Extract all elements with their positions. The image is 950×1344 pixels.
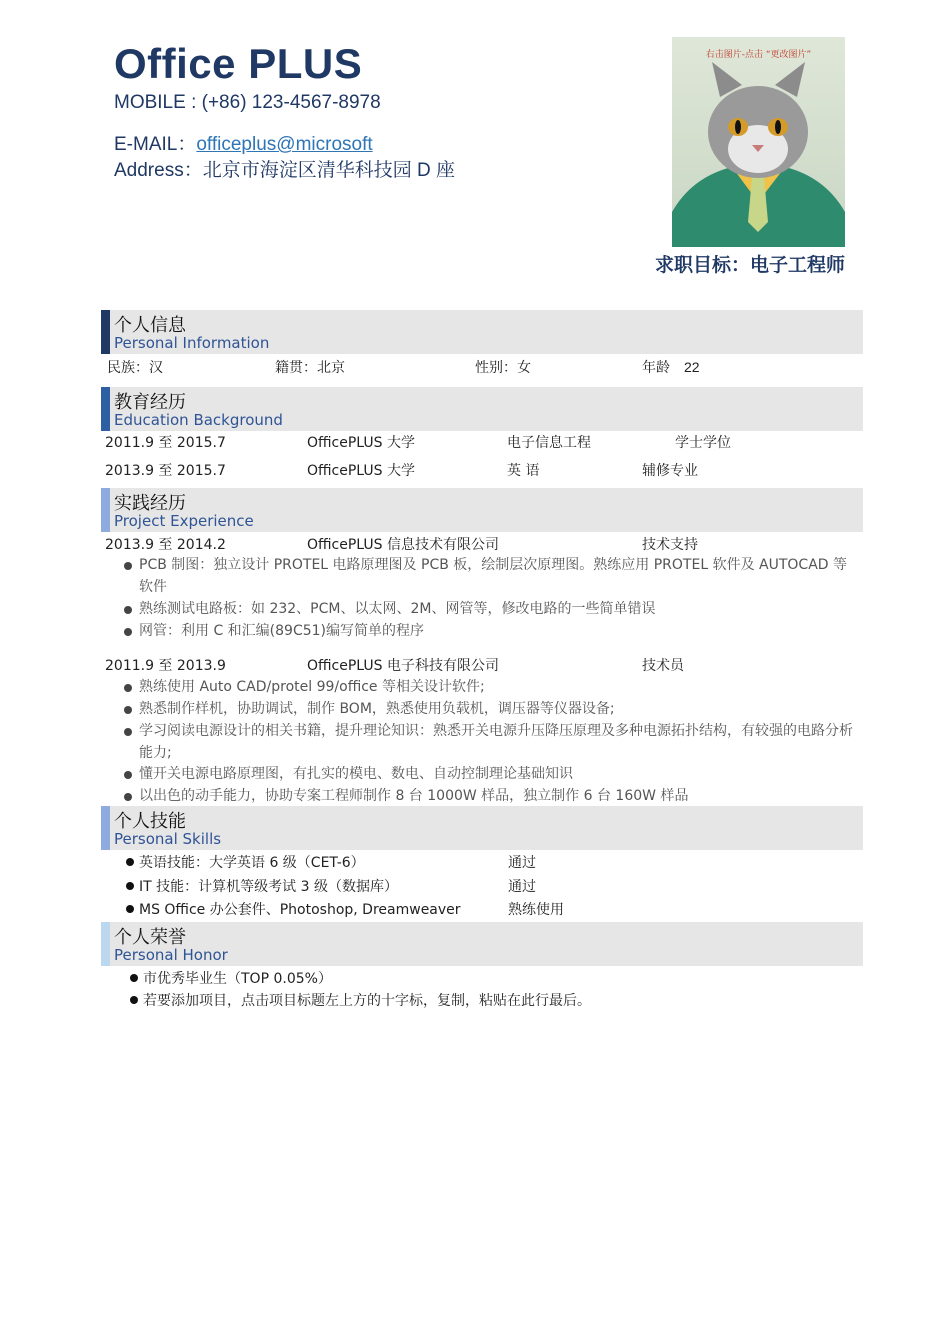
bullet-icon	[124, 728, 132, 736]
section-bar	[101, 806, 110, 850]
skill-level: 熟练使用	[508, 902, 564, 918]
skill-row	[124, 852, 864, 874]
section-title-zh: 教育经历	[114, 392, 186, 413]
section-bar	[101, 387, 110, 431]
job-company: OfficePLUS 电子科技有限公司	[307, 658, 499, 674]
list-item	[124, 676, 864, 698]
section-title-en: Personal Information	[114, 334, 270, 352]
honor-item	[128, 968, 868, 990]
list-item	[124, 598, 864, 620]
age-label: 年龄	[642, 360, 670, 376]
section-title-en: Personal Skills	[114, 830, 222, 848]
section-personal-info	[101, 310, 863, 354]
personal-info-row	[105, 357, 865, 379]
edu-period: 2011.9 至 2015.7	[105, 435, 226, 451]
age-value: 22	[684, 359, 700, 375]
edu-school: OfficePLUS 大学	[307, 435, 415, 451]
job-goal: 求职目标：电子工程师	[654, 254, 845, 276]
resume-name: Office PLUS	[114, 40, 363, 87]
section-title-en: Personal Honor	[114, 946, 228, 964]
job-item: 熟练测试电路板：如 232、PCM、以太网、2M、网管等，修改电路的一些简单错误	[139, 601, 656, 617]
list-item	[124, 763, 864, 785]
gender: 性别：女	[475, 360, 531, 376]
skill-level: 通过	[508, 855, 536, 871]
list-item	[124, 698, 864, 720]
job-header	[105, 534, 865, 556]
profile-photo[interactable]	[672, 37, 845, 247]
job-role: 技术员	[642, 658, 684, 674]
section-title-zh: 个人技能	[114, 811, 186, 832]
section-honors	[101, 922, 863, 966]
bullet-icon	[126, 858, 134, 866]
job-item: 网管：利用 C 和汇编(89C51)编写简单的程序	[139, 623, 425, 639]
section-title-zh: 个人荣誉	[114, 927, 186, 948]
section-experience	[101, 488, 863, 532]
section-title-en: Project Experience	[114, 512, 254, 530]
cat-portrait-icon	[672, 37, 845, 247]
email-line	[114, 129, 373, 156]
bullet-icon	[130, 974, 138, 982]
edu-degree: 辅修专业	[642, 463, 698, 479]
edu-major: 电子信息工程	[507, 435, 591, 451]
list-item	[124, 720, 864, 764]
section-education	[101, 387, 863, 431]
section-title-en: Education Background	[114, 411, 283, 429]
list-item	[124, 620, 864, 642]
bullet-icon	[124, 793, 132, 801]
section-title-zh: 个人信息	[114, 315, 186, 336]
address-line: Address：北京市海淀区清华科技园 D 座	[114, 160, 455, 181]
mobile-line: MOBILE : (+86) 123-4567-8978	[114, 92, 381, 113]
edu-school: OfficePLUS 大学	[307, 463, 415, 479]
email-link[interactable]: officeplus@microsoft	[196, 134, 373, 155]
section-bar	[101, 310, 110, 354]
section-title-zh: 实践经历	[114, 493, 186, 514]
bullet-icon	[124, 771, 132, 779]
edu-major: 英 语	[507, 463, 540, 479]
bullet-icon	[126, 882, 134, 890]
section-bar	[101, 488, 110, 532]
job-period: 2013.9 至 2014.2	[105, 537, 226, 553]
bullet-icon	[124, 628, 132, 636]
honor-text: 市优秀毕业生（TOP 0.05%）	[143, 971, 332, 987]
education-row	[105, 460, 865, 482]
bullet-icon	[124, 684, 132, 692]
skill-name: IT 技能：计算机等级考试 3 级（数据库）	[139, 879, 398, 895]
job-item: 学习阅读电源设计的相关书籍，提升理论知识：熟悉开关电源升压降压原理及多种电源拓扑结构，有较强的电路分析能力;	[139, 723, 853, 761]
bullet-icon	[124, 706, 132, 714]
job-item: 懂开关电源电路原理图，有扎实的模电、数电、自动控制理论基础知识	[139, 766, 573, 782]
edu-degree: 学士学位	[675, 435, 731, 451]
section-bar	[101, 922, 110, 966]
bullet-icon	[124, 562, 132, 570]
bullet-icon	[130, 996, 138, 1004]
section-skills	[101, 806, 863, 850]
skill-level: 通过	[508, 879, 536, 895]
honor-text: 若要添加项目，点击项目标题左上方的十字标，复制，粘贴在此行最后。	[143, 993, 591, 1009]
job-period: 2011.9 至 2013.9	[105, 658, 226, 674]
ethnicity: 民族：汉	[107, 360, 163, 376]
education-row	[105, 432, 865, 454]
honor-item	[128, 990, 868, 1012]
skill-name: MS Office 办公套件、Photoshop, Dreamweaver	[139, 902, 461, 918]
edu-period: 2013.9 至 2015.7	[105, 463, 226, 479]
list-item	[124, 554, 864, 598]
job-item: PCB 制图：独立设计 PROTEL 电路原理图及 PCB 板，绘制层次原理图。熟练应用 PROTEL 软件及 AUTOCAD 等软件	[139, 557, 847, 595]
job-item: 熟练使用 Auto CAD/protel 99/office 等相关设计软件;	[139, 679, 485, 695]
email-label: E-MAIL：	[114, 134, 197, 155]
job-company: OfficePLUS 信息技术有限公司	[307, 537, 499, 553]
bullet-icon	[126, 905, 134, 913]
job-role: 技术支持	[642, 537, 698, 553]
list-item	[124, 785, 864, 807]
bullet-icon	[124, 606, 132, 614]
skill-name: 英语技能：大学英语 6 级（CET-6）	[139, 855, 365, 871]
job-item: 熟悉制作样机，协助调试，制作 BOM，熟悉使用负载机，调压器等仪器设备;	[139, 701, 615, 717]
job-header	[105, 655, 865, 677]
native-place: 籍贯：北京	[275, 360, 345, 376]
skill-row	[124, 876, 864, 898]
job-item: 以出色的动手能力，协助专案工程师制作 8 台 1000W 样品，独立制作 6 台 160W 样品	[139, 788, 689, 804]
photo-hint: 右击图片-点击 “更改图片”	[705, 50, 812, 60]
skill-row	[124, 899, 864, 921]
